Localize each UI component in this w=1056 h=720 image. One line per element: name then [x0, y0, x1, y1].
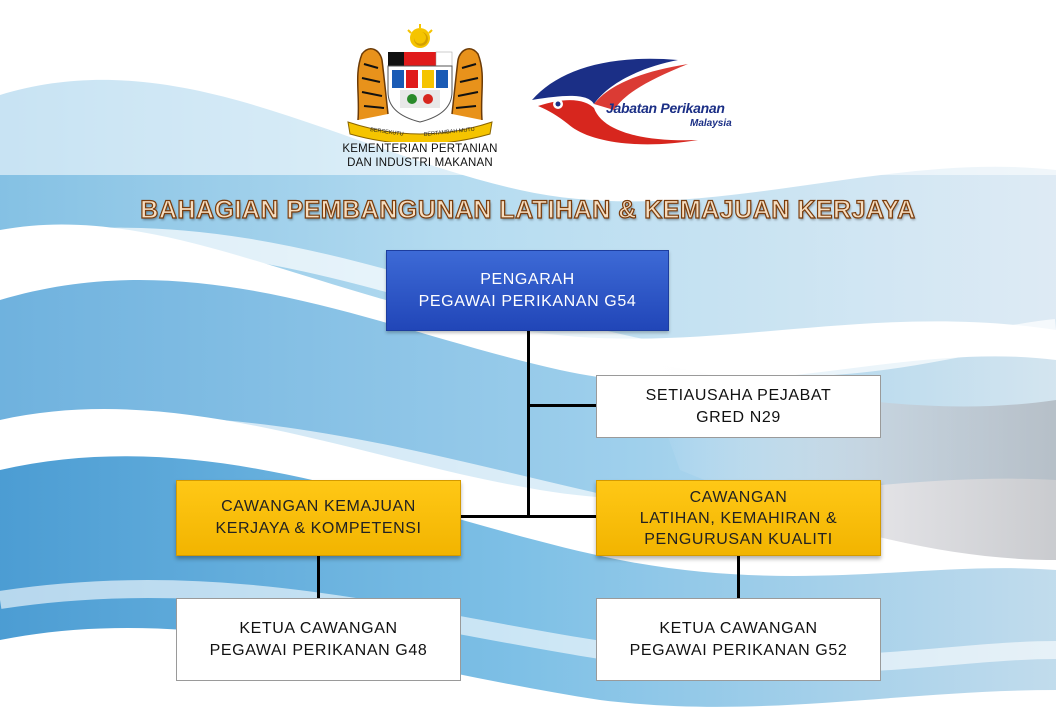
connector-branch-left-down [317, 555, 320, 599]
branch-box-career-development [176, 480, 461, 556]
connector-branch-right-down [737, 555, 740, 599]
branch-left-line2: KERJAYA & KOMPETENSI [215, 520, 422, 537]
branch-right-line2: LATIHAN, KEMAHIRAN & [639, 509, 838, 527]
svg-text:BERTAMBAH MUTU: BERTAMBAH MUTU [423, 126, 476, 138]
ministry-caption [322, 142, 518, 170]
branch-head-box-g48 [176, 598, 461, 681]
ministry-caption-line1: KEMENTERIAN PERTANIAN [342, 143, 498, 155]
director-box [386, 250, 669, 331]
branch-right-line1: CAWANGAN [689, 488, 788, 506]
fisheries-logo-text-line2: Malaysia [690, 118, 732, 129]
branch-box-training-quality [596, 480, 881, 556]
svg-text:BERSEKUTU: BERSEKUTU [369, 127, 404, 138]
branch-right-line3: PENGURUSAN KUALITI [644, 530, 833, 548]
connector-branches [460, 515, 598, 518]
director-grade: PEGAWAI PERIKANAN G54 [418, 292, 637, 310]
branch-left-line1: CAWANGAN KEMAJUAN [221, 498, 416, 515]
secretary-grade: GRED N29 [696, 408, 781, 426]
branch-head-left-grade: PEGAWAI PERIKANAN G48 [209, 641, 428, 659]
branch-head-right-title: KETUA CAWANGAN [659, 619, 818, 637]
connector-secretary [527, 404, 598, 407]
director-title: PENGARAH [480, 270, 575, 288]
malaysia-coat-of-arms-logo [340, 24, 500, 142]
fisheries-logo-text-line1: Jabatan Perikanan [606, 100, 725, 116]
branch-head-right-grade: PEGAWAI PERIKANAN G52 [629, 641, 848, 659]
branch-head-box-g52 [596, 598, 881, 681]
ministry-caption-line2: DAN INDUSTRI MAKANAN [347, 157, 493, 169]
connector-director-trunk [527, 330, 530, 518]
secretary-title: SETIAUSAHA PEJABAT [645, 386, 832, 404]
page-title: BAHAGIAN PEMBANGUNAN LATIHAN & KEMAJUAN KERJAYA [140, 196, 916, 224]
secretary-box [596, 375, 881, 438]
branch-head-left-title: KETUA CAWANGAN [239, 619, 398, 637]
